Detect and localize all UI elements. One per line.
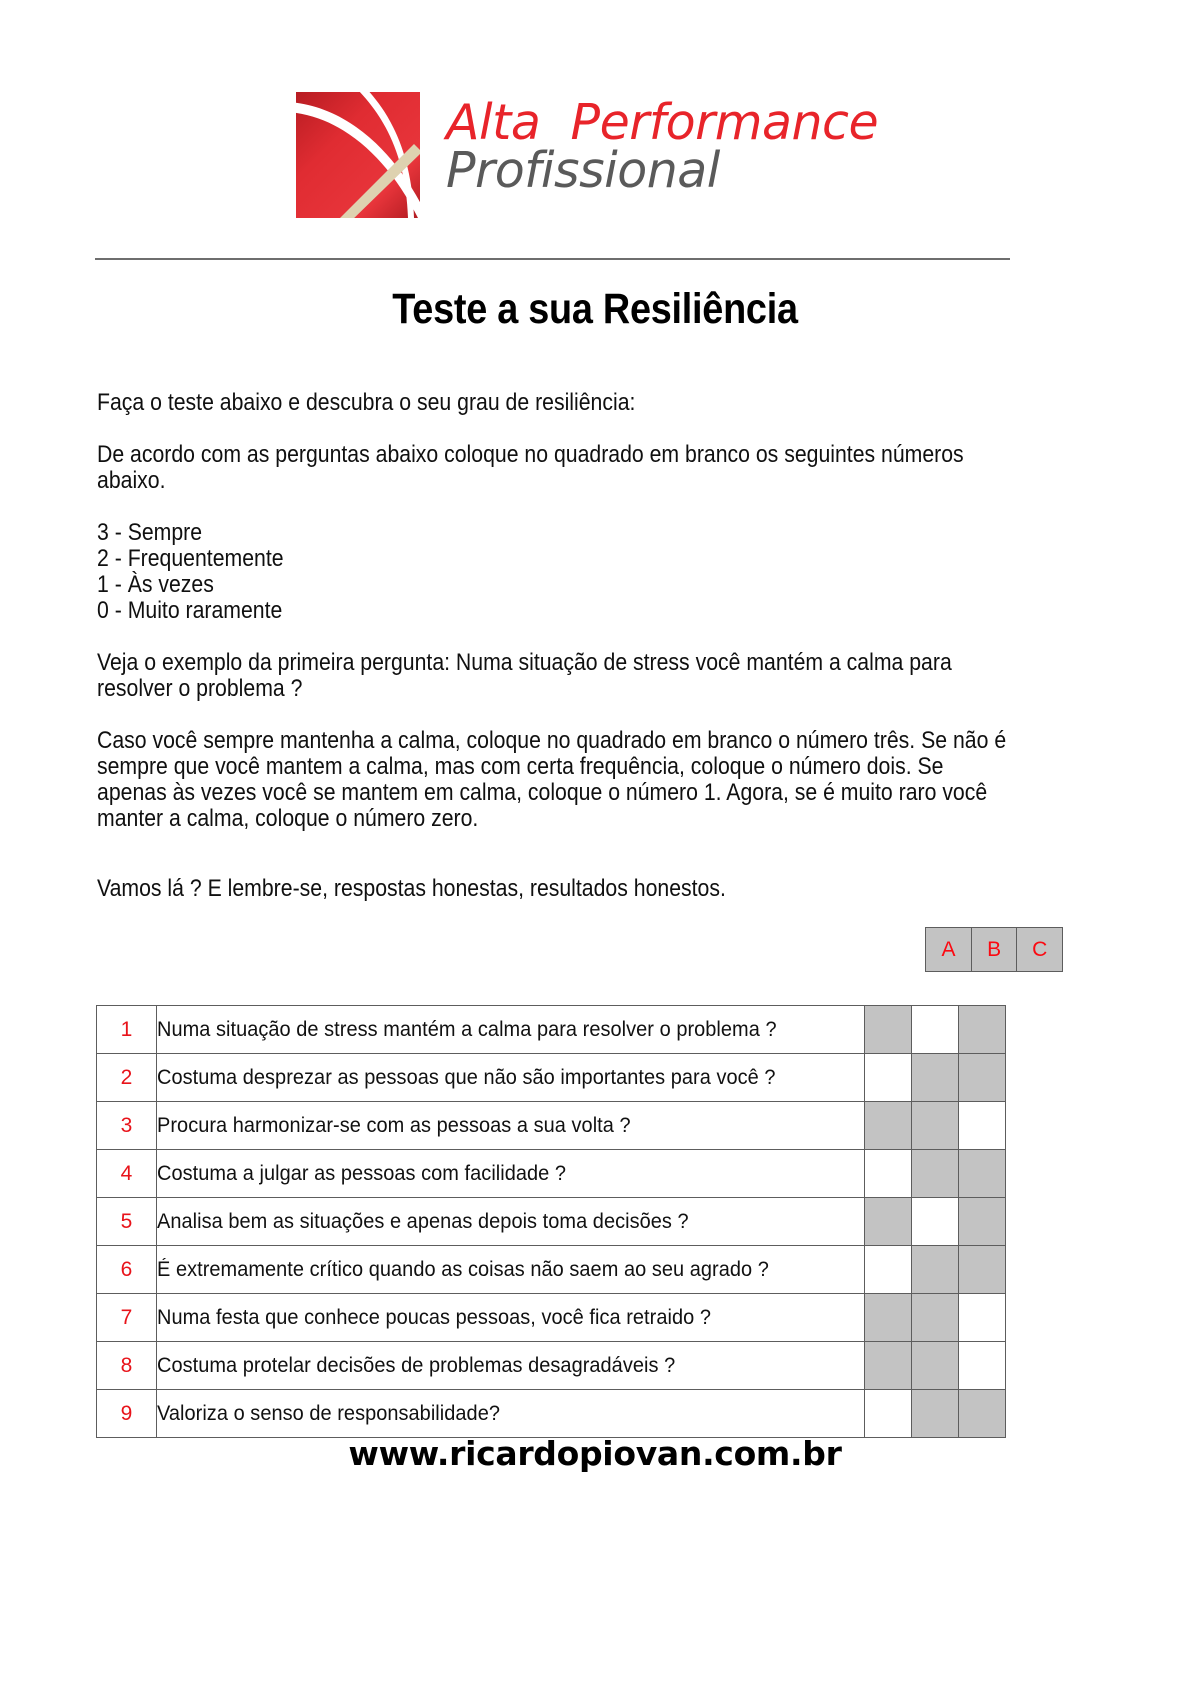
table-row	[97, 1102, 1006, 1150]
answer-cell-b[interactable]	[912, 1150, 959, 1198]
scale-item-1: 1 - Às vezes	[97, 571, 214, 598]
brand-line-profissional: Profissional	[446, 142, 720, 200]
logo-mark-icon	[296, 92, 420, 218]
row-number: 5	[97, 1198, 157, 1246]
row-number: 7	[97, 1294, 157, 1342]
answer-columns-header	[925, 927, 1063, 972]
row-number: 6	[97, 1246, 157, 1294]
answer-cell-a[interactable]	[865, 1390, 912, 1438]
answer-cell-b[interactable]	[912, 1006, 959, 1054]
question-label: Numa festa que conhece poucas pessoas, você fica retraido ?	[157, 1305, 711, 1329]
question-label: Procura harmonizar-se com as pessoas a sua volta ?	[157, 1113, 631, 1137]
table-row	[97, 1054, 1006, 1102]
spacer	[97, 858, 1012, 876]
row-number: 4	[97, 1150, 157, 1198]
answer-cell-b[interactable]	[912, 1198, 959, 1246]
question-text	[157, 1006, 865, 1054]
answer-cell-b[interactable]	[912, 1390, 959, 1438]
table-row	[97, 1294, 1006, 1342]
call-to-action-paragraph	[97, 876, 1012, 902]
answer-cell-a[interactable]	[865, 1246, 912, 1294]
answer-cell-b[interactable]	[912, 1246, 959, 1294]
question-text	[157, 1390, 865, 1438]
answer-cell-a[interactable]	[865, 1006, 912, 1054]
question-label: Valoriza o senso de responsabilidade?	[157, 1401, 500, 1425]
column-header-a: A	[925, 927, 972, 972]
question-text	[157, 1150, 865, 1198]
answer-cell-c[interactable]	[959, 1390, 1006, 1438]
question-label: Costuma a julgar as pessoas com facilidade ?	[157, 1161, 567, 1185]
question-text	[157, 1246, 865, 1294]
instruction-paragraph	[97, 442, 1012, 494]
column-header-c: C	[1016, 927, 1063, 972]
questions-table	[96, 1005, 1006, 1438]
table-row	[97, 1006, 1006, 1054]
scale-item-3: 3 - Sempre	[97, 519, 203, 546]
brand-wordmark	[446, 94, 879, 200]
question-text	[157, 1102, 865, 1150]
answer-cell-a[interactable]	[865, 1054, 912, 1102]
table-row	[97, 1150, 1006, 1198]
question-text	[157, 1294, 865, 1342]
answer-cell-c[interactable]	[959, 1006, 1006, 1054]
intro-paragraph	[97, 390, 1012, 416]
row-number: 2	[97, 1054, 157, 1102]
brand-line-alta-performance: Alta Performance	[446, 94, 879, 151]
table-row	[97, 1342, 1006, 1390]
answer-cell-a[interactable]	[865, 1294, 912, 1342]
answer-cell-b[interactable]	[912, 1054, 959, 1102]
call-to-action-text: Vamos lá ? E lembre-se, respostas honestas, resultados honestos.	[97, 875, 726, 902]
scale-item-2: 2 - Frequentemente	[97, 545, 284, 572]
answer-cell-c[interactable]	[959, 1342, 1006, 1390]
question-label: Analisa bem as situações e apenas depois toma decisões ?	[157, 1209, 689, 1233]
answer-cell-a[interactable]	[865, 1102, 912, 1150]
answer-cell-c[interactable]	[959, 1246, 1006, 1294]
scoring-scale-list	[97, 520, 1012, 624]
scale-item-0: 0 - Muito raramente	[97, 597, 283, 624]
answer-cell-b[interactable]	[912, 1102, 959, 1150]
table-row	[97, 1246, 1006, 1294]
table-row	[97, 1390, 1006, 1438]
question-label: Costuma desprezar as pessoas que não são importantes para você ?	[157, 1065, 776, 1089]
row-number: 1	[97, 1006, 157, 1054]
row-number: 9	[97, 1390, 157, 1438]
header-divider	[95, 258, 1010, 260]
answer-cell-c[interactable]	[959, 1102, 1006, 1150]
page-title: Teste a sua Resiliência	[392, 285, 798, 333]
question-text	[157, 1342, 865, 1390]
answer-cell-a[interactable]	[865, 1150, 912, 1198]
question-label: Costuma protelar decisões de problemas desagradáveis ?	[157, 1353, 676, 1377]
example-body-paragraph	[97, 728, 1012, 832]
row-number: 8	[97, 1342, 157, 1390]
footer-website-url[interactable]: www.ricardopiovan.com.br	[348, 1434, 842, 1473]
instruction-text: De acordo com as perguntas abaixo coloque no quadrado em branco os seguintes números abaixo.	[97, 441, 964, 494]
answer-cell-c[interactable]	[959, 1198, 1006, 1246]
answer-cell-b[interactable]	[912, 1342, 959, 1390]
question-label: Numa situação de stress mantém a calma para resolver o problema ?	[157, 1017, 777, 1041]
example-body-text: Caso você sempre mantenha a calma, coloque no quadrado em branco o número três. Se não é sempre que você mantem a calma, mas com certa frequência, coloque o número dois. Se apenas às vezes você se mantem em calma, coloque o número 1. Agora, se é muito raro você manter a calma, coloque o número zero.	[97, 727, 1007, 832]
brand-logo	[296, 92, 878, 218]
column-header-b: B	[971, 927, 1018, 972]
intro-text: Faça o teste abaixo e descubra o seu grau de resiliência:	[97, 389, 636, 416]
row-number: 3	[97, 1102, 157, 1150]
table-row	[97, 1198, 1006, 1246]
answer-cell-a[interactable]	[865, 1198, 912, 1246]
question-label: É extremamente crítico quando as coisas não saem ao seu agrado ?	[157, 1257, 769, 1281]
example-intro-paragraph	[97, 650, 1012, 702]
question-text	[157, 1054, 865, 1102]
answer-cell-c[interactable]	[959, 1294, 1006, 1342]
example-intro-text: Veja o exemplo da primeira pergunta: Numa situação de stress você mantém a calma para resolver o problema ?	[97, 649, 952, 702]
document-body	[97, 390, 1012, 902]
answer-cell-c[interactable]	[959, 1054, 1006, 1102]
answer-cell-a[interactable]	[865, 1342, 912, 1390]
answer-cell-b[interactable]	[912, 1294, 959, 1342]
answer-cell-c[interactable]	[959, 1150, 1006, 1198]
questions-table-body	[97, 1006, 1006, 1438]
question-text	[157, 1198, 865, 1246]
